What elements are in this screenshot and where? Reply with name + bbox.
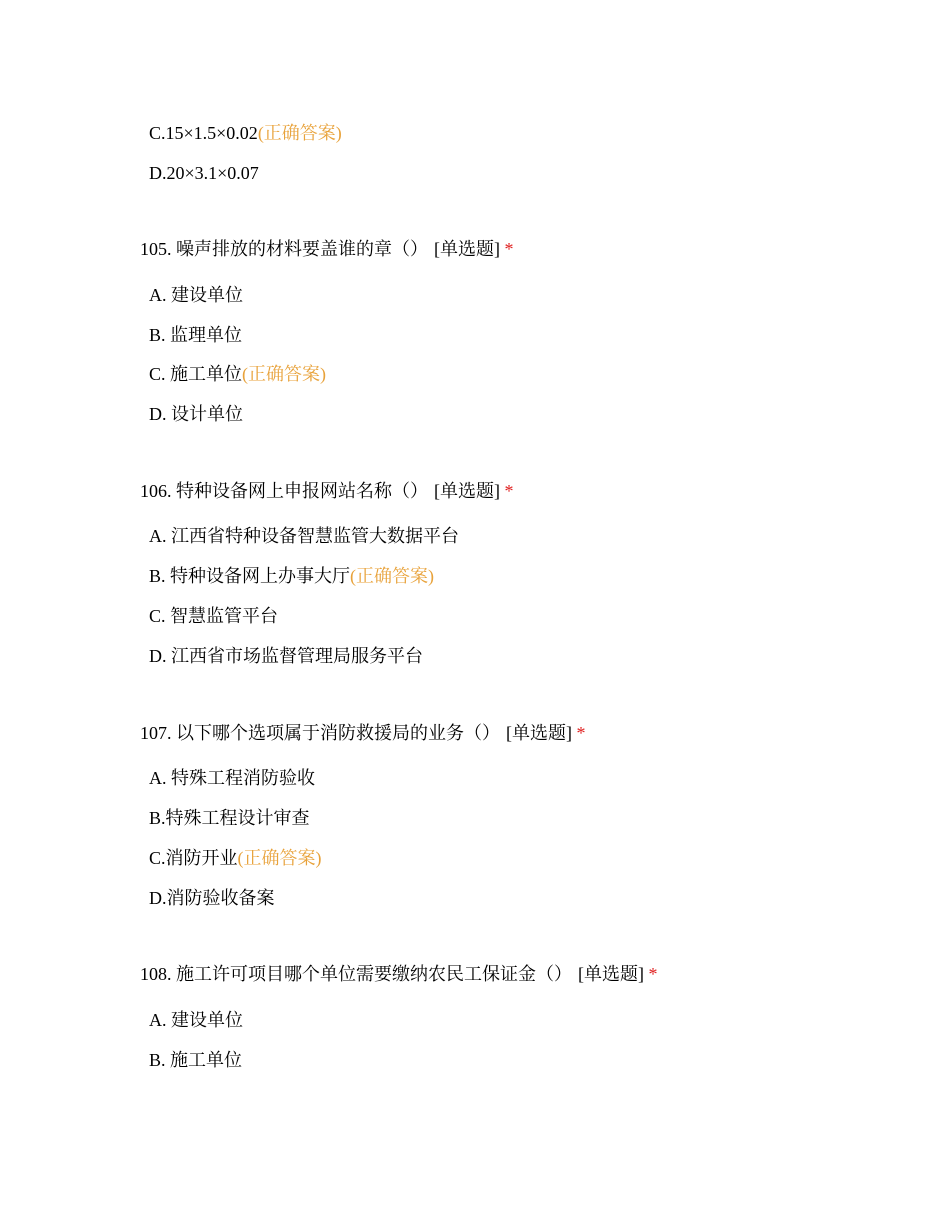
option-text: B.特殊工程设计审查 (149, 808, 310, 828)
question-108-title (140, 962, 658, 986)
question-text: 107. 以下哪个选项属于消防救援局的业务（） (140, 723, 500, 743)
q107-option-d (149, 886, 275, 910)
q106-option-d (149, 644, 423, 668)
q108-option-a (149, 1008, 243, 1032)
correct-answer-mark: (正确答案) (350, 566, 435, 586)
option-text: A. 特殊工程消防验收 (149, 768, 315, 788)
question-105-title (140, 237, 514, 261)
q105-option-a (149, 283, 243, 307)
question-106-title (140, 479, 514, 503)
required-star: * (576, 723, 586, 743)
question-107-title (140, 721, 586, 745)
option-text: B. 特种设备网上办事大厅 (149, 566, 351, 586)
option-text: A. 建设单位 (149, 285, 243, 305)
question-type: [单选题] (434, 239, 500, 259)
option-text: D. 设计单位 (149, 404, 243, 424)
option-text: C.15×1.5×0.02 (149, 123, 258, 143)
question-text: 105. 噪声排放的材料要盖谁的章（） (140, 239, 428, 259)
question-type: [单选题] (578, 964, 644, 984)
required-star: * (504, 481, 514, 501)
question-text: 106. 特种设备网上申报网站名称（） (140, 481, 428, 501)
q104-option-c (149, 121, 342, 145)
q106-option-c (149, 604, 278, 628)
correct-answer-mark: (正确答案) (237, 848, 322, 868)
correct-answer-mark: (正确答案) (242, 364, 327, 384)
q105-option-b (149, 323, 242, 347)
option-text: C. 智慧监管平台 (149, 606, 279, 626)
q104-option-d (149, 161, 259, 185)
option-text: C.消防开业 (149, 848, 238, 868)
q106-option-a (149, 524, 459, 548)
q105-option-d (149, 402, 243, 426)
q105-option-c (149, 362, 326, 386)
question-text: 108. 施工许可项目哪个单位需要缴纳农民工保证金（） (140, 964, 572, 984)
required-star: * (504, 239, 514, 259)
question-type: [单选题] (506, 723, 572, 743)
q108-option-b (149, 1048, 242, 1072)
option-text: B. 施工单位 (149, 1050, 243, 1070)
option-text: C. 施工单位 (149, 364, 243, 384)
q107-option-b (149, 806, 310, 830)
question-type: [单选题] (434, 481, 500, 501)
correct-answer-mark: (正确答案) (257, 123, 342, 143)
required-star: * (648, 964, 658, 984)
q107-option-a (149, 766, 315, 790)
q106-option-b (149, 564, 434, 588)
option-text: D.消防验收备案 (149, 888, 275, 908)
option-text: D. 江西省市场监督管理局服务平台 (149, 646, 423, 666)
option-text: D.20×3.1×0.07 (149, 163, 259, 183)
option-text: B. 监理单位 (149, 325, 243, 345)
q107-option-c (149, 846, 322, 870)
option-text: A. 建设单位 (149, 1010, 243, 1030)
option-text: A. 江西省特种设备智慧监管大数据平台 (149, 526, 459, 546)
